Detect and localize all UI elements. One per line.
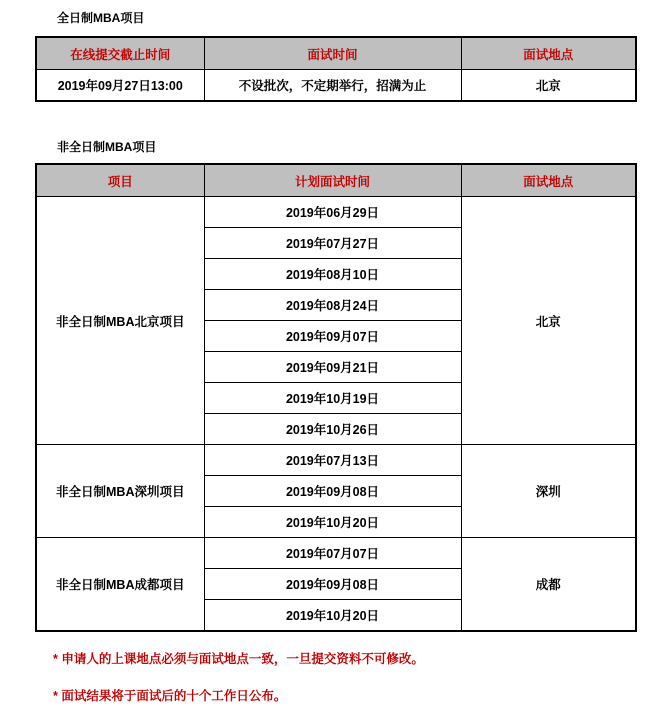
interview-date-cell: 2019年10月26日 <box>204 414 461 445</box>
fulltime-section-title: 全日制MBA项目 <box>57 11 145 25</box>
interview-location-cell: 成都 <box>461 538 636 632</box>
table-row <box>36 445 636 476</box>
program-name-cell: 非全日制MBA成都项目 <box>36 538 204 632</box>
interview-date-cell: 2019年06月29日 <box>204 197 461 228</box>
column-header-interview-location: 面试地点 <box>461 164 636 197</box>
column-header-program: 项目 <box>36 164 204 197</box>
column-header-planned-interview-time: 计划面试时间 <box>204 164 461 197</box>
interview-time-cell: 不设批次，不定期举行，招满为止 <box>204 70 461 102</box>
interview-date-cell: 2019年08月24日 <box>204 290 461 321</box>
program-name-cell: 非全日制MBA深圳项目 <box>36 445 204 538</box>
table-header-row <box>36 37 636 70</box>
column-header-deadline: 在线提交截止时间 <box>36 37 204 70</box>
column-header-interview-location: 面试地点 <box>461 37 636 70</box>
interview-date-cell: 2019年10月20日 <box>204 600 461 632</box>
interview-date-cell: 2019年07月27日 <box>204 228 461 259</box>
parttime-mba-table <box>35 163 637 632</box>
table-row <box>36 197 636 228</box>
program-name-cell: 非全日制MBA北京项目 <box>36 197 204 445</box>
interview-location-cell: 北京 <box>461 197 636 445</box>
interview-date-cell: 2019年07月07日 <box>204 538 461 569</box>
interview-date-cell: 2019年09月07日 <box>204 321 461 352</box>
interview-date-cell: 2019年10月19日 <box>204 383 461 414</box>
interview-location-cell: 北京 <box>461 70 636 102</box>
interview-date-cell: 2019年09月08日 <box>204 569 461 600</box>
interview-location-cell: 深圳 <box>461 445 636 538</box>
parttime-section-title: 非全日制MBA项目 <box>57 140 157 154</box>
interview-date-cell: 2019年07月13日 <box>204 445 461 476</box>
column-header-interview-time: 面试时间 <box>204 37 461 70</box>
interview-date-cell: 2019年09月21日 <box>204 352 461 383</box>
interview-date-cell: 2019年08月10日 <box>204 259 461 290</box>
interview-date-cell: 2019年09月08日 <box>204 476 461 507</box>
note-class-location-must-match: * 申请人的上课地点必须与面试地点一致，一旦提交资料不可修改。 <box>53 652 424 666</box>
table-header-row <box>36 164 636 197</box>
table-row <box>36 70 636 102</box>
deadline-cell: 2019年09月27日13:00 <box>36 70 204 102</box>
table-row <box>36 538 636 569</box>
interview-date-cell: 2019年10月20日 <box>204 507 461 538</box>
fulltime-mba-table <box>35 36 637 102</box>
note-results-announcement: * 面试结果将于面试后的十个工作日公布。 <box>53 689 287 703</box>
